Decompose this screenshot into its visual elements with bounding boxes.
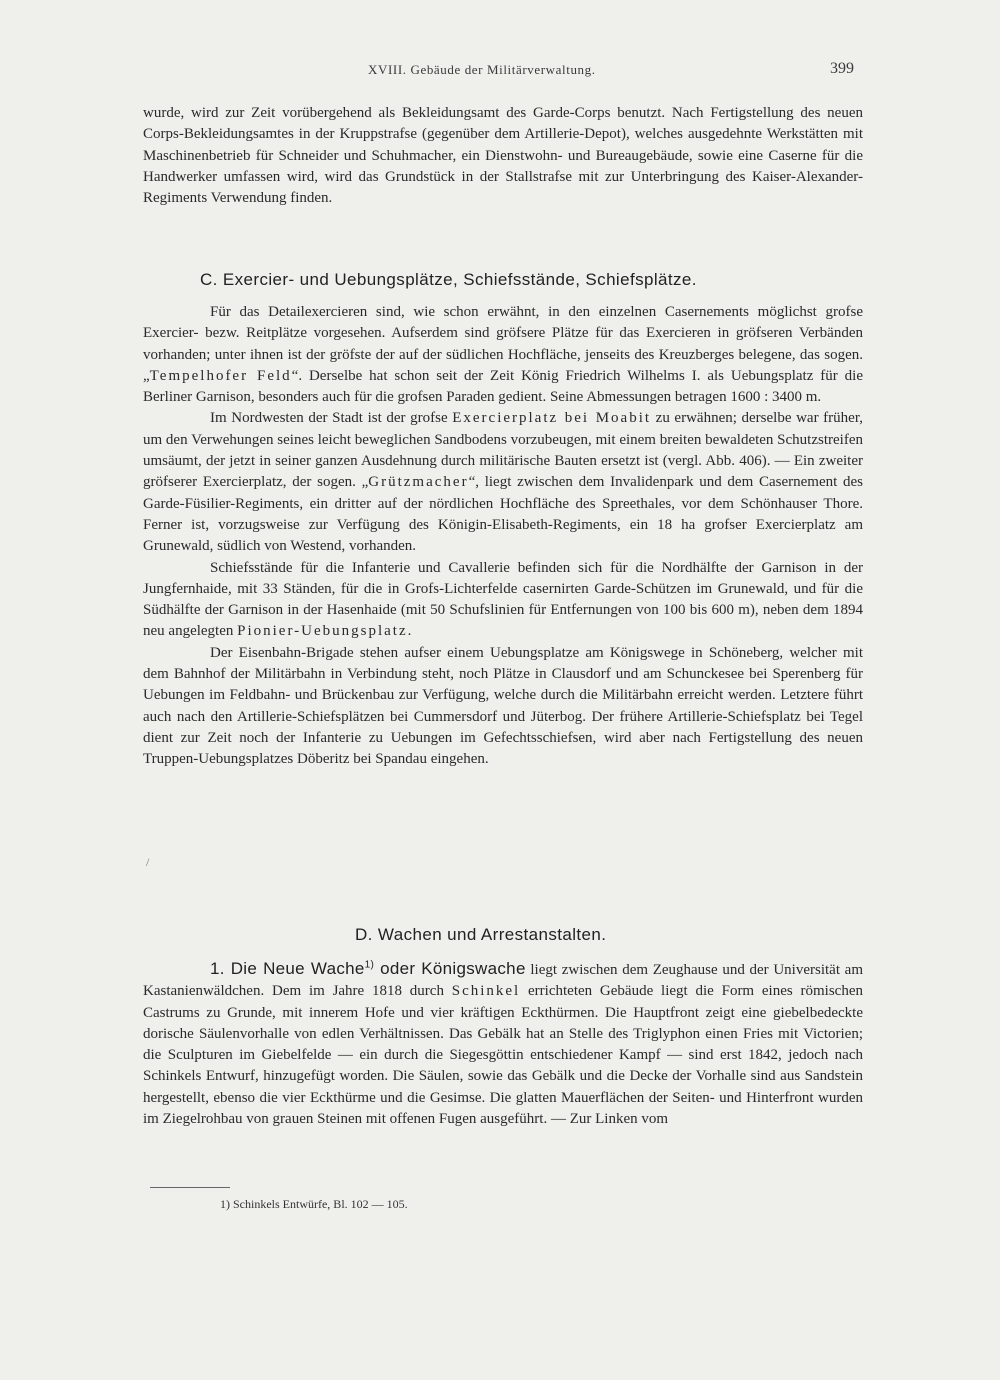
place-name-gruetzmacher: Grützmacher <box>368 474 469 491</box>
section-d-heading: D. Wachen und Arrestanstalten. <box>355 925 607 944</box>
text-run: “, liegt zwischen dem Invalidenpark und dem Casernement des Garde-Füsilier-Regiments, ein dritter auf der nördlichen Hochfläche des Spreethales, vor dem Schönhauser Thore. Ferner ist, vorzugsweise zur Verfügung des Königin-Elisabeth-Regiments, ein 18 ha grofser Exercierplatz am Grunewald, südlich von Westend, vorhanden. <box>143 474 863 555</box>
text-run: zu erwähnen; derselbe war früher, um den Verwehungen seines leicht beweglichen Sandbodens vorzubeugen, mit einem breiten bewaldeten Schutzstreifen umsäumt, der jetzt in seiner ganzen Ausdehnung durch militärische Bauten ersetzt ist (vergl. Abb. 406). — Ein zweiter gröfserer Exercierplatz, der sogen. „ <box>143 410 863 491</box>
section-c-paragraph-2 <box>143 408 863 557</box>
footnote-divider <box>150 1187 230 1188</box>
section-d-body <box>143 958 863 1130</box>
section-c-paragraph-1 <box>143 302 863 408</box>
section-c-body <box>143 302 863 771</box>
text-run: “. Derselbe hat schon seit der Zeit König Friedrich Wilhelms I. als Uebungsplatz für die Berliner Garnison, besonders auch für die grofsen Paraden gedient. Seine Abmessungen betragen 1600 : 3400 m. <box>143 367 863 406</box>
scan-mark: / <box>146 855 150 869</box>
section-c-paragraph-4: Der Eisenbahn-Brigade stehen aufser einem Uebungsplatze am Königswege in Schöneberg, welcher mit dem Bahnhof der Militärbahn in Verbindung steht, noch Plätze in Clausdorf und am Schunckesee bei Sperenberg für Uebungen im Feldbahn- und Brückenbau zur Verfügung, welche durch die Militärbahn erreicht werden. Letztere führt auch nach den Artillerie-Schiefsplätzen bei Cummersdorf und Jüterbog. Der frühere Artillerie-Schiefsplatz bei Tegel dient zur Zeit noch der Infanterie zu Uebungen im Gefechtsschiefsen, wird aber nach Fertigstellung des neuen Truppen-Uebungsplatzes Döberitz bei Spandau eingehen. <box>143 644 863 768</box>
place-name-exercierplatz-moabit: Exercierplatz bei Moabit <box>452 410 652 427</box>
text-run: errichteten Gebäude liegt die Form eines römischen Castrums zu Grunde, mit innerem Hofe und vier kräftigen Eckthürmen. Die Hauptfront zeigt eine giebelbedeckte dorische Säulenvorhalle von edlen Verhältnissen. Das Gebälk hat an Stelle des Triglyphon einen Fries mit Victorien; die Sculpturen im Giebelfelde — ein durch die Siegesgöttin entschiedener Kampf — sind erst 1842, jedoch nach Schinkels Entwurf, hinzugefügt worden. Die Säulen, sowie das Gebälk und die Decke der Vorhalle sind aus Sandstein hergestellt, ebenso die vier Eckthürme und die Gesimse. Die glatten Mauerflächen der Seiten- und Hinterfront wurden im Ziegelrohbau von grauen Steinen mit offenen Fugen ausgeführt. — Zur Linken vom <box>143 983 863 1128</box>
sub-heading-title-rest: oder Königswache <box>374 959 526 978</box>
section-c-paragraph-3 <box>143 558 863 643</box>
sub-heading-title: 1. Die Neue Wache <box>210 959 365 978</box>
person-name-schinkel: Schinkel <box>451 983 521 1000</box>
text-run: Für das Detailexercieren sind, wie schon erwähnt, in den einzelnen Casernements möglichst grofse Exercier- bezw. Reitplätze vorgesehen. Aufserdem sind gröfsere Plätze für das Exercieren in gröfseren Verbänden vorhanden; unter ihnen ist der gröfste der auf der südlichen Hochfläche, jenseits des Kreuzberges belegene, das sogen. „ <box>143 304 863 384</box>
text-run: Im Nordwesten der Stadt ist der grofse <box>210 410 453 427</box>
text-run: . <box>407 623 412 640</box>
intro-block <box>143 103 863 209</box>
sub-heading-neue-wache <box>210 959 526 978</box>
text-run: Schiefsstände für die Infanterie und Cavallerie befinden sich für die Nordhälfte der Garnison in der Jungfernhaide, mit 33 Ständen, für die in Grofs-Lichterfelde casernirten Garde-Schützen im Grunewald, und für die Südhälfte der Garnison in der Hasenhaide (mit 50 Schufslinien für Entfernungen von 100 bis 600 m), neben dem 1894 neu angelegten <box>143 559 863 640</box>
page-number: 399 <box>830 60 854 77</box>
place-name-tempelhofer-feld: Tempelhofer Feld <box>149 367 292 384</box>
footnote-reference[interactable]: 1) <box>364 959 375 971</box>
footnote: 1) Schinkels Entwürfe, Bl. 102 — 105. <box>220 1197 408 1211</box>
text-run: liegt zwischen dem Zeughause und der Universität am Kastanienwäldchen. Dem im Jahre 1818 durch <box>143 962 863 1000</box>
section-d-paragraph-1 <box>143 958 863 1130</box>
intro-paragraph: wurde, wird zur Zeit vorübergehend als Bekleidungsamt des Garde-Corps benutzt. Nach Fertigstellung des neuen Corps-Bekleidungsamtes in der Kruppstrafse (gegenüber dem Artillerie-Depot), welches ausgedehnte Werkstätten mit Maschinenbetrieb für Schneider und Schuhmacher, ein Dienstwohn- und Bureaugebäude, sowie eine Caserne für die Handwerker umfassen wird, wird das Grundstück in der Stallstrafse mit zur Unterbringung des Kaiser-Alexander-Regiments Verwendung finden. <box>143 105 863 207</box>
running-title: XVIII. Gebäude der Militärverwaltung. <box>368 62 596 77</box>
section-c-heading: C. Exercier- und Uebungsplätze, Schiefsstände, Schiefsplätze. <box>200 270 697 289</box>
place-name-pionier-uebungsplatz: Pionier-Uebungsplatz <box>237 623 408 640</box>
